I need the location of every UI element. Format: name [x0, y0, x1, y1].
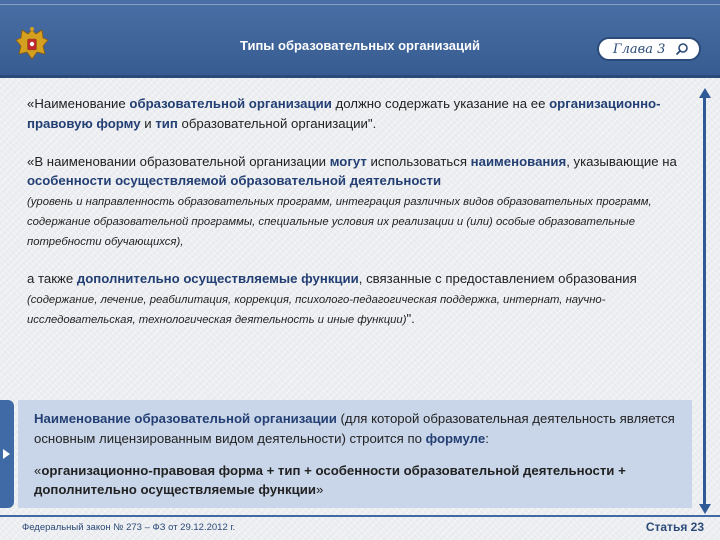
- page-title: Типы образовательных организаций: [240, 38, 480, 53]
- italic-note: (содержание, лечение, реабилитация, коррекция, психолого-педагогическая поддержка, интернат, научно-исследовательская, технологическая деятельность и иные функции): [27, 294, 606, 327]
- play-arrow-icon: [3, 449, 10, 459]
- emphasis: организационно-правовую форму: [27, 96, 661, 131]
- header-bar: [0, 0, 720, 78]
- paragraph-additional-functions: [27, 269, 689, 329]
- formula-text: [34, 461, 676, 501]
- emphasis: тип: [155, 115, 178, 131]
- text-span: использоваться: [366, 153, 471, 169]
- emphasis: Наименование образовательной организации: [34, 411, 337, 426]
- emphasis: могут: [329, 153, 367, 169]
- text-span: должно содержать указание на ее: [331, 96, 550, 111]
- text-span: образовательной организации".: [177, 115, 377, 131]
- text-span: «: [34, 462, 42, 478]
- paragraph-name-features: [27, 152, 689, 252]
- formula-intro: [34, 409, 676, 449]
- text-span: (для которой образовательная деятельность является основным лицензированным видом деятельности) строится по: [34, 411, 675, 446]
- text-span: »: [315, 482, 324, 498]
- emphasis: наименования: [470, 153, 567, 169]
- chapter-search-field[interactable]: [597, 37, 701, 61]
- emphasis: дополнительно осуществляемые функции: [76, 271, 359, 287]
- emphasis: образовательной организации: [129, 96, 332, 111]
- chapter-label: Глава 3: [613, 42, 666, 57]
- header-divider: [0, 4, 720, 5]
- arrow-up-icon[interactable]: [699, 88, 711, 98]
- text-span: «В наименовании образовательной организации: [27, 153, 330, 169]
- text-span: ".: [406, 311, 415, 327]
- text-span: «Наименование: [27, 96, 130, 111]
- text-span: и: [140, 115, 156, 131]
- law-reference: Федеральный закон № 273 – ФЗ от 29.12.2012 г.: [22, 522, 236, 533]
- italic-note: (уровень и направленность образовательных программ, интеграция различных видов образовательных программ, содержание образовательной программы, специальные условия их реализации и (или) особые образовательные потребности обучающихся),: [27, 196, 652, 249]
- emphasis: особенности осуществляемой образовательной деятельности: [27, 173, 442, 189]
- text-span: , связанные с предоставлением образования: [358, 271, 637, 287]
- article-number: Статья 23: [645, 520, 704, 534]
- expand-panel-tab[interactable]: [0, 400, 14, 508]
- emphasis: формуле: [425, 430, 486, 446]
- scrollbar-track[interactable]: [703, 94, 706, 510]
- coat-of-arms-icon: [12, 24, 52, 64]
- text-span: , указывающие на: [566, 153, 677, 169]
- search-icon[interactable]: [675, 42, 689, 56]
- footer-divider: [0, 515, 720, 517]
- text-span: а также: [27, 271, 77, 287]
- emphasis: организационно-правовая форма + тип + особенности образовательной деятельности + дополнительно осуществляемые функции: [34, 462, 626, 498]
- paragraph-name-requirement: [27, 94, 689, 134]
- arrow-down-icon[interactable]: [699, 504, 711, 514]
- text-span: :: [485, 430, 489, 446]
- main-content: [27, 94, 689, 329]
- formula-panel: [18, 400, 692, 508]
